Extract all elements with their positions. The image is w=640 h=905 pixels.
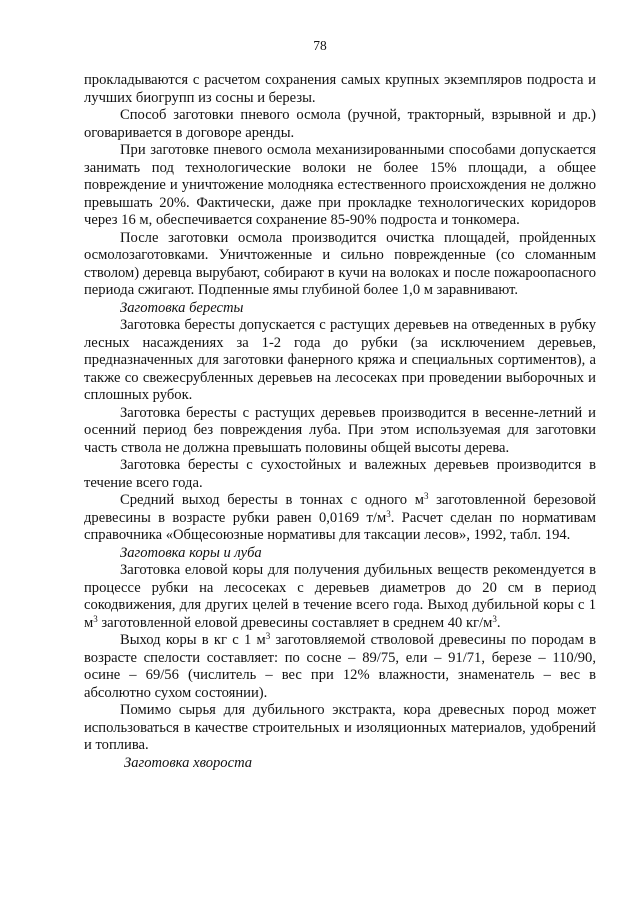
text-run: После заготовки осмола производится очистка площадей, пройденных осмолозаготовками. Уничтоженные и сильно поврежденные (со сломанным стволом) деревца вырубают, собирают в кучи на волоках и после пожароопасного периода сжигают. Подпенные ямы глубиной более 1,0 м заравнивают. xyxy=(84,229,596,298)
text-run: Заготовка хвороста xyxy=(124,754,253,771)
section-heading xyxy=(84,545,596,563)
paragraph xyxy=(84,107,596,142)
text-run: Заготовка еловой коры для получения дубильных веществ рекомендуется в процессе рубки на лесосеках с деревьев диаметров до 20 см в период сокодвижения, для других целей в течение всего года. Выход дубильной коры с 1 м xyxy=(84,562,596,631)
text-run: Средний выход бересты в тоннах с одного м xyxy=(120,492,424,508)
section-heading xyxy=(84,300,596,318)
page-number: 78 xyxy=(313,38,327,53)
text-run: Способ заготовки пневого осмола (ручной, тракторный, взрывной и др.) оговаривается в договоре аренды. xyxy=(84,107,596,141)
paragraph xyxy=(84,230,596,300)
superscript: 3 xyxy=(386,508,391,519)
paragraph xyxy=(84,632,596,702)
paragraph xyxy=(84,457,596,492)
text-run: заготовленной березовой древесины в возрасте рубки равен 0,0169 т/м xyxy=(84,492,596,526)
paragraph xyxy=(84,405,596,458)
superscript: 3 xyxy=(492,613,497,624)
superscript: 3 xyxy=(265,631,271,641)
text-run: заготовленной еловой древесины составляет в среднем 40 кг/м xyxy=(97,614,493,631)
text-run: Заготовка бересты с растущих деревьев производится в весенне-летний и осенний период без повреждения луба. При этом используемая для заготовки часть ствола не должна превышать половины общей высоты дерева. xyxy=(84,404,596,456)
document-body xyxy=(84,72,596,772)
paragraph xyxy=(84,317,596,405)
text-run: Заготовка бересты xyxy=(120,299,244,316)
text-run: заготовляемой стволовой древесины по породам в возрасте спелости составляет: по сосне – 89/75, ели – 91/71, березе – 110/90, осине – 69/56 (числитель – вес при 12% влажности, знаменатель – вес в абсолютно сухом состоянии). xyxy=(84,632,597,701)
superscript: 3 xyxy=(93,613,98,624)
text-run: Заготовка коры и луба xyxy=(120,544,262,561)
superscript: 3 xyxy=(423,491,429,501)
section-heading xyxy=(84,755,596,773)
text-run: . Расчет сделан по нормативам справочника «Общесоюзные нормативы для таксации лесов», 1992, табл. 194. xyxy=(84,509,596,543)
paragraph xyxy=(84,702,596,755)
paragraph xyxy=(84,142,596,230)
text-run: . xyxy=(496,614,501,631)
text-run: Заготовка бересты с сухостойных и валежных деревьев производится в течение всего года. xyxy=(84,457,596,491)
text-run: Помимо сырья для дубильного экстракта, кора древесных пород может использоваться в качестве строительных и изоляционных материалов, удобрений и топлива. xyxy=(84,702,596,753)
text-run: Заготовка бересты допускается с растущих деревьев на отведенных в рубку лесных насаждениях за 1-2 года до рубки (за исключением деревьев, предназначенных для заготовки фанерного кряжа и специальных сортиментов), а также со свежесрубленных деревьев на лесосеках при проведении выборочных и сплошных рубок. xyxy=(84,317,596,403)
text-run: Выход коры в кг с 1 м xyxy=(120,632,266,648)
paragraph xyxy=(84,72,596,107)
paragraph xyxy=(84,492,596,545)
text-run: прокладываются с расчетом сохранения самых крупных экземпляров подроста и лучших биогрупп из сосны и березы. xyxy=(84,72,596,106)
paragraph xyxy=(84,562,596,632)
text-run: При заготовке пневого осмола механизированными способами допускается занимать под технологические волоки не более 15% площади, а общее повреждение и уничтожение молодняка естественного происхождения не должно превышать 20%. Фактически, даже при прокладке технологических коридоров через 16 м, обеспечивается сохранение 85-90% подроста и тонкомера. xyxy=(84,142,596,228)
